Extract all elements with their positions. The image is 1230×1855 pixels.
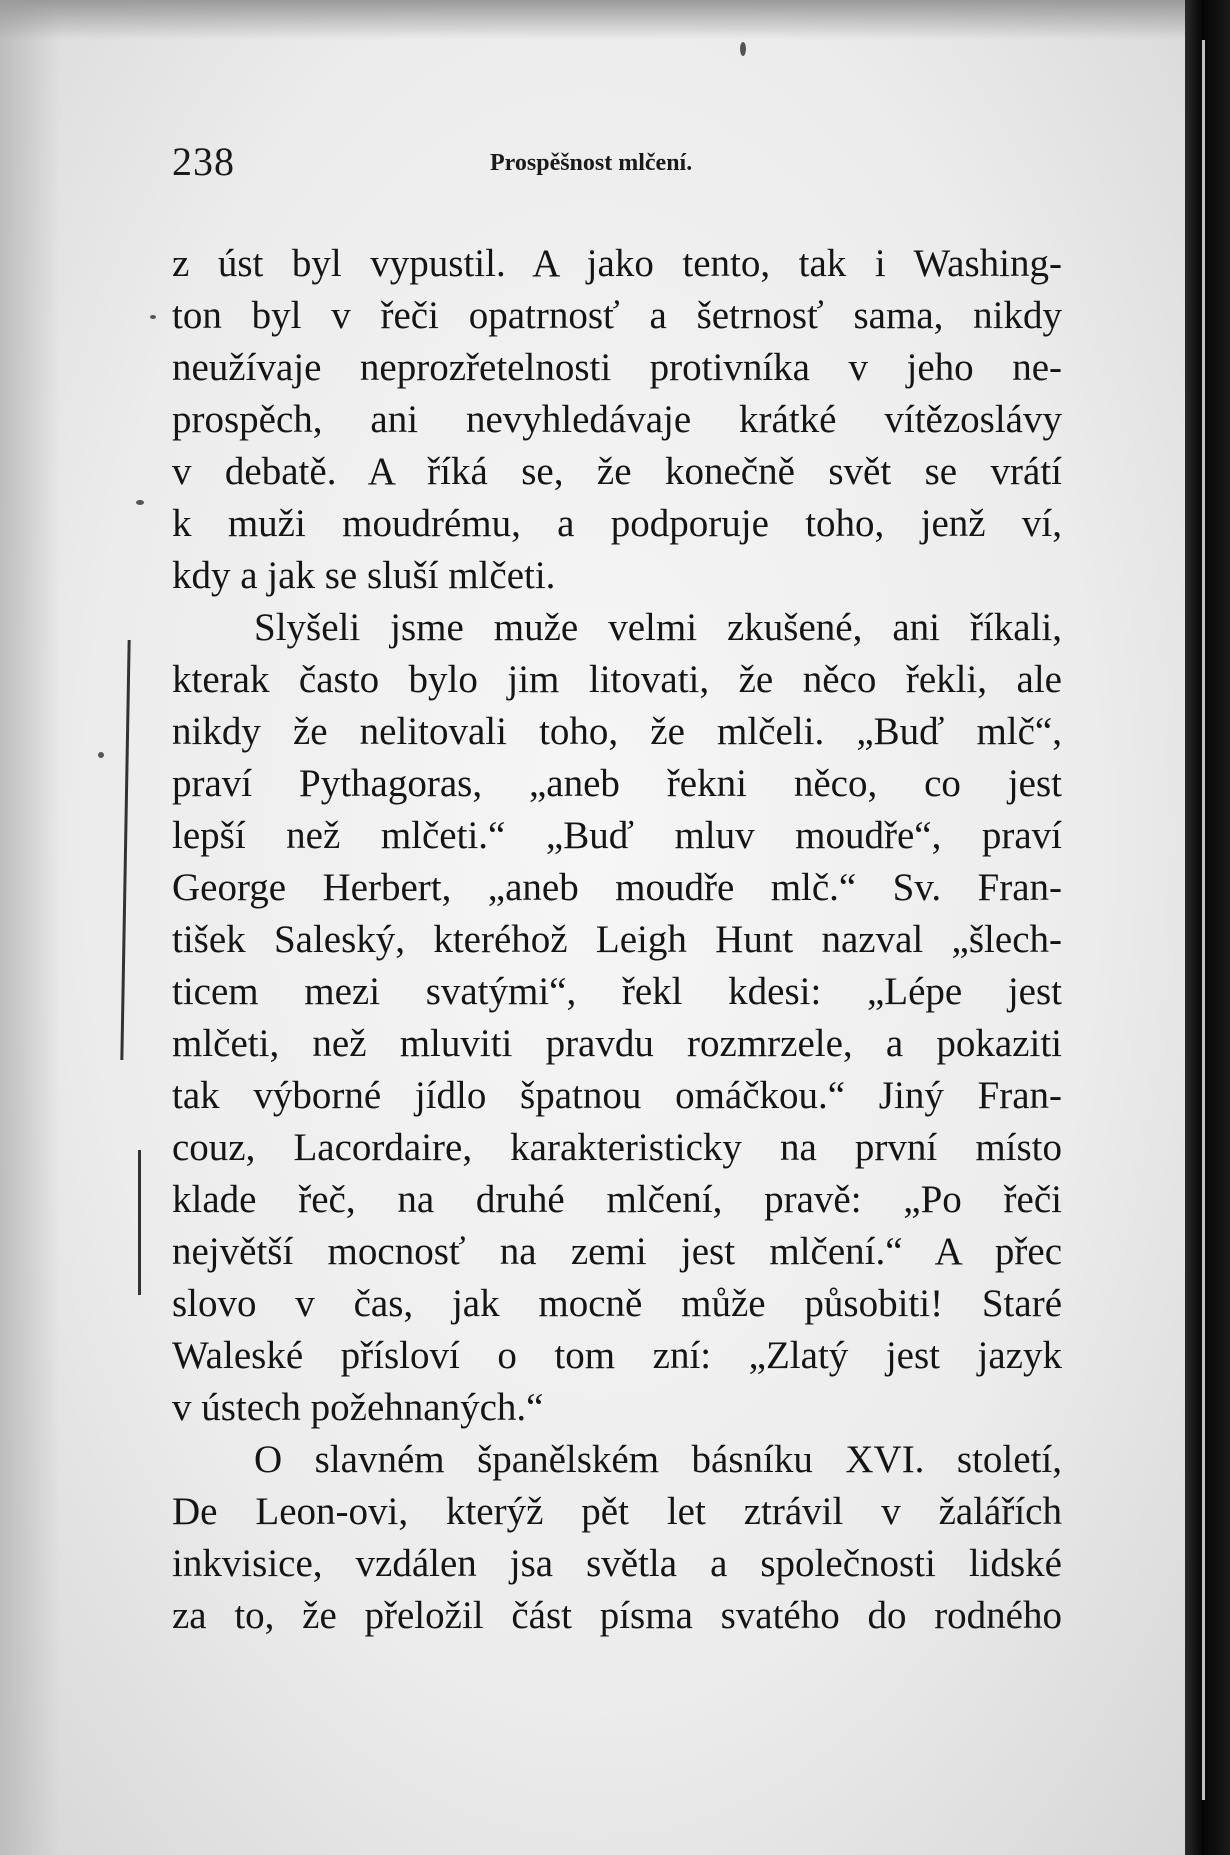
text-line: z úst byl vypustil. A jako tento, tak i Washing-: [172, 242, 1062, 285]
page-number: 238: [172, 139, 235, 184]
text-line: k muži moudrému, a podporuje toho, jenž ví,: [172, 502, 1062, 545]
text-line: Slyšeli jsme muže velmi zkušené, ani říkali,: [254, 606, 1062, 649]
margin-pencil-line: [138, 1150, 141, 1295]
page-top-shadow: [0, 0, 1185, 40]
text-line: kdy a jak se sluší mlčeti.: [172, 554, 556, 597]
text-line: couz, Lacordaire, karakteristicky na první místo: [172, 1126, 1062, 1169]
text-line: tak výborné jídlo špatnou omáčkou.“ Jiný Fran-: [172, 1074, 1062, 1117]
text-line: neužívaje neprozřetelnosti protivníka v jeho ne-: [172, 346, 1062, 389]
text-line: nikdy že nelitovali toho, že mlčeli. „Buď mlč“,: [172, 710, 1062, 753]
text-line: v debatě. A říká se, že konečně svět se vrátí: [172, 450, 1062, 493]
ink-speck: [136, 500, 144, 505]
body-text: [172, 238, 1062, 1642]
text-line: lepší než mlčeti.“ „Buď mluv moudře“, praví: [172, 814, 1062, 857]
ink-speck: [740, 42, 746, 56]
text-line: Waleské přísloví o tom zní: „Zlatý jest jazyk: [172, 1334, 1062, 1377]
text-line: kterak často bylo jim litovati, že něco řekli, ale: [172, 658, 1062, 701]
text-line: prospěch, ani nevyhledávaje krátké vítězoslávy: [172, 398, 1062, 441]
text-line: praví Pythagoras, „aneb řekni něco, co jest: [172, 762, 1062, 805]
running-header: [172, 138, 1052, 188]
page-edge-shadow: [0, 0, 60, 1855]
ink-speck: [150, 315, 156, 319]
text-line: inkvisice, vzdálen jsa světla a společnosti lidské: [172, 1542, 1062, 1585]
text-line: ton byl v řeči opatrnosť a šetrnosť sama, nikdy: [172, 294, 1062, 337]
text-line: ticem mezi svatými“, řekl kdesi: „Lépe jest: [172, 970, 1062, 1013]
text-line: klade řeč, na druhé mlčení, pravě: „Po řeči: [172, 1178, 1062, 1221]
running-title: Prospěšnost mlčení.: [490, 150, 693, 176]
text-line: George Herbert, „aneb moudře mlč.“ Sv. Fran-: [172, 866, 1062, 909]
text-line: slovo v čas, jak mocně může působiti! Staré: [172, 1282, 1062, 1325]
text-line: O slavném španělském básníku XVI. století,: [254, 1438, 1062, 1481]
ink-speck: [98, 752, 104, 758]
next-page-edge: [1202, 40, 1205, 1800]
text-line: v ústech požehnaných.“: [172, 1386, 544, 1429]
book-gutter: [1185, 0, 1230, 1855]
text-line: tišek Saleský, kteréhož Leigh Hunt nazval „šlech-: [172, 918, 1062, 961]
text-line: za to, že přeložil část písma svatého do rodného: [172, 1594, 1062, 1637]
text-line: největší mocnosť na zemi jest mlčení.“ A přec: [172, 1230, 1062, 1273]
text-line: mlčeti, než mluviti pravdu rozmrzele, a pokaziti: [172, 1022, 1062, 1065]
text-line: De Leon-ovi, kterýž pět let ztrávil v žalářích: [172, 1490, 1062, 1533]
